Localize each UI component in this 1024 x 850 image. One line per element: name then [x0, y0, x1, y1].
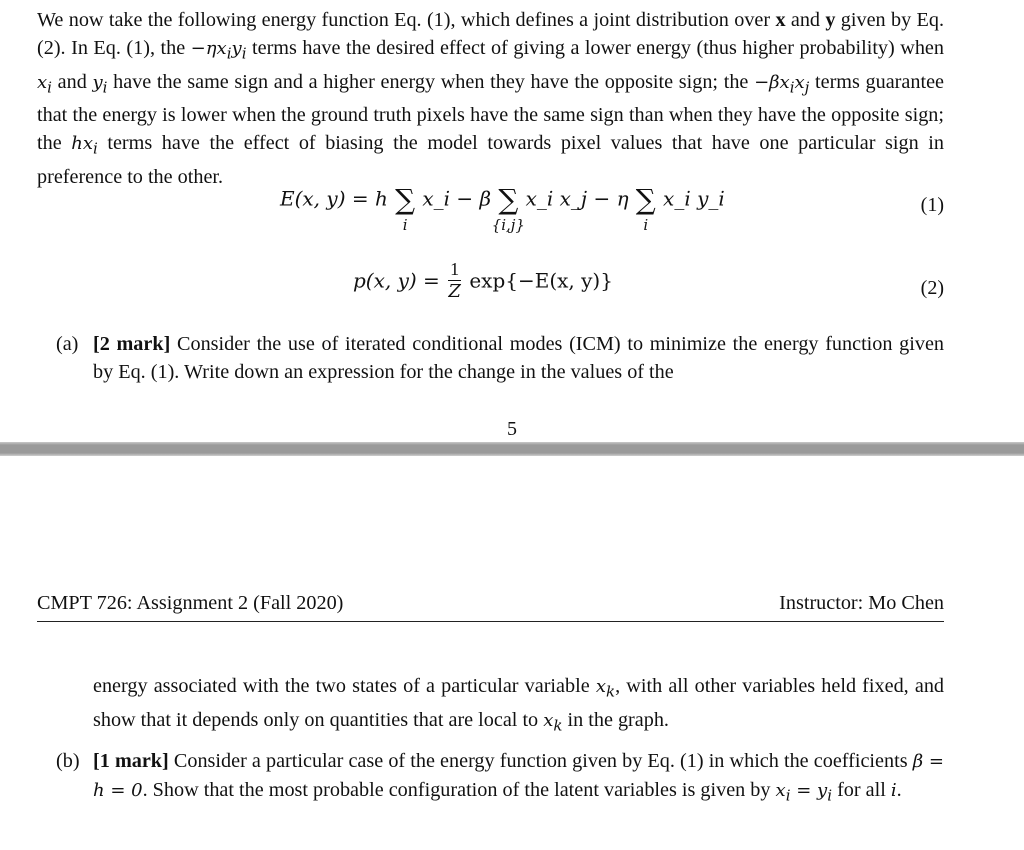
- question-b-text: for all: [832, 779, 891, 801]
- header-instructor: Instructor: Mo Chen: [779, 592, 944, 614]
- equation-number-2: (2): [920, 277, 944, 299]
- header-course-title: CMPT 726: Assignment 2 (Fall 2020): [37, 592, 344, 614]
- question-b-text: . Show that the most probable configuration of the latent variables is given by: [142, 779, 776, 801]
- question-b-text: .: [896, 779, 902, 801]
- intro-text: terms have the effect of biasing the model towards pixel values that have one particular sign in preference to the other.: [37, 132, 944, 188]
- question-a-marks: [2 mark]: [93, 333, 171, 355]
- intro-text: terms have the desired effect of giving a lower energy (thus higher probability) when: [246, 37, 944, 59]
- question-a-text: , with all other variables held fixed, and show that it depends only on quantities that are local to: [93, 675, 945, 731]
- equation-1: [0, 183, 1024, 242]
- fraction-one-over-z: $\frac{1}{Z}$: [448, 259, 461, 302]
- question-a-part1: [56, 330, 944, 386]
- question-a-text: Consider the use of iterated conditional modes (ICM) to minimize the energy function given by Eq. (1). Write down an expression for the change in the values of the: [93, 333, 945, 383]
- bold-y: y: [825, 9, 836, 31]
- math-yi: $y_i$: [92, 71, 108, 97]
- equation-2: [0, 258, 1024, 310]
- intro-text: have the same sign and a higher energy when they have the opposite sign; the: [107, 70, 755, 93]
- intro-text: terms guarantee that the energy is lower when the ground truth pixels have the same sign than when they have the opposite sign; the: [37, 70, 944, 155]
- math-xk: $x_k$: [595, 676, 616, 701]
- eq1-term: x_i x_j − η: [525, 186, 629, 211]
- question-a-text: in the graph.: [562, 708, 669, 731]
- math-beta-h-zero: β = h = 0: [93, 751, 944, 801]
- eq2-rhs: exp{−E(x, y)}: [469, 268, 613, 293]
- eq1-lhs: E(x, y) = h: [280, 186, 388, 211]
- math-xi: $x_i$: [37, 71, 52, 97]
- question-a-part2: [56, 672, 944, 739]
- intro-paragraph: [37, 6, 944, 191]
- math-term-h: $hx_i$: [71, 133, 98, 158]
- sum-symbol: ∑ {i,j}: [491, 183, 525, 234]
- page-separator: [0, 442, 1024, 456]
- equation-number-1: (1): [920, 194, 944, 216]
- question-a-label: (a): [56, 333, 79, 355]
- page-number: 5: [507, 418, 517, 440]
- math-term-eta: $-\eta x_iy_i$: [190, 38, 247, 63]
- intro-text: and: [51, 70, 93, 93]
- bold-x: x: [775, 9, 786, 31]
- question-b-text: Consider a particular case of the energy function given by Eq. (1) in which the coefficients: [168, 750, 913, 772]
- question-b-label: (b): [56, 750, 80, 772]
- eq2-lhs: p(x, y) =: [353, 268, 440, 293]
- header-rule: [37, 621, 944, 622]
- question-a-text: energy associated with the two states of a particular variable: [93, 675, 596, 697]
- math-term-beta: $-\beta x_ix_j$: [754, 71, 810, 97]
- math-xi-eq-yi: $x_i = y_i$: [775, 780, 833, 805]
- question-b: [56, 747, 944, 810]
- eq1-term: x_i − β: [422, 186, 492, 211]
- eq1-term: x_i y_i: [663, 186, 725, 211]
- math-xk: $x_k$: [543, 709, 563, 735]
- intro-text: We now take the following energy function Eq. (1), which defines a joint distribution over: [37, 9, 776, 31]
- math-i: i: [890, 780, 897, 801]
- intro-text: given by Eq. (2). In Eq. (1), the: [37, 9, 944, 59]
- question-b-marks: [1 mark]: [93, 750, 169, 772]
- intro-text: and: [785, 9, 826, 31]
- sum-symbol: ∑ i: [635, 183, 656, 234]
- sum-symbol: ∑ i: [395, 183, 416, 234]
